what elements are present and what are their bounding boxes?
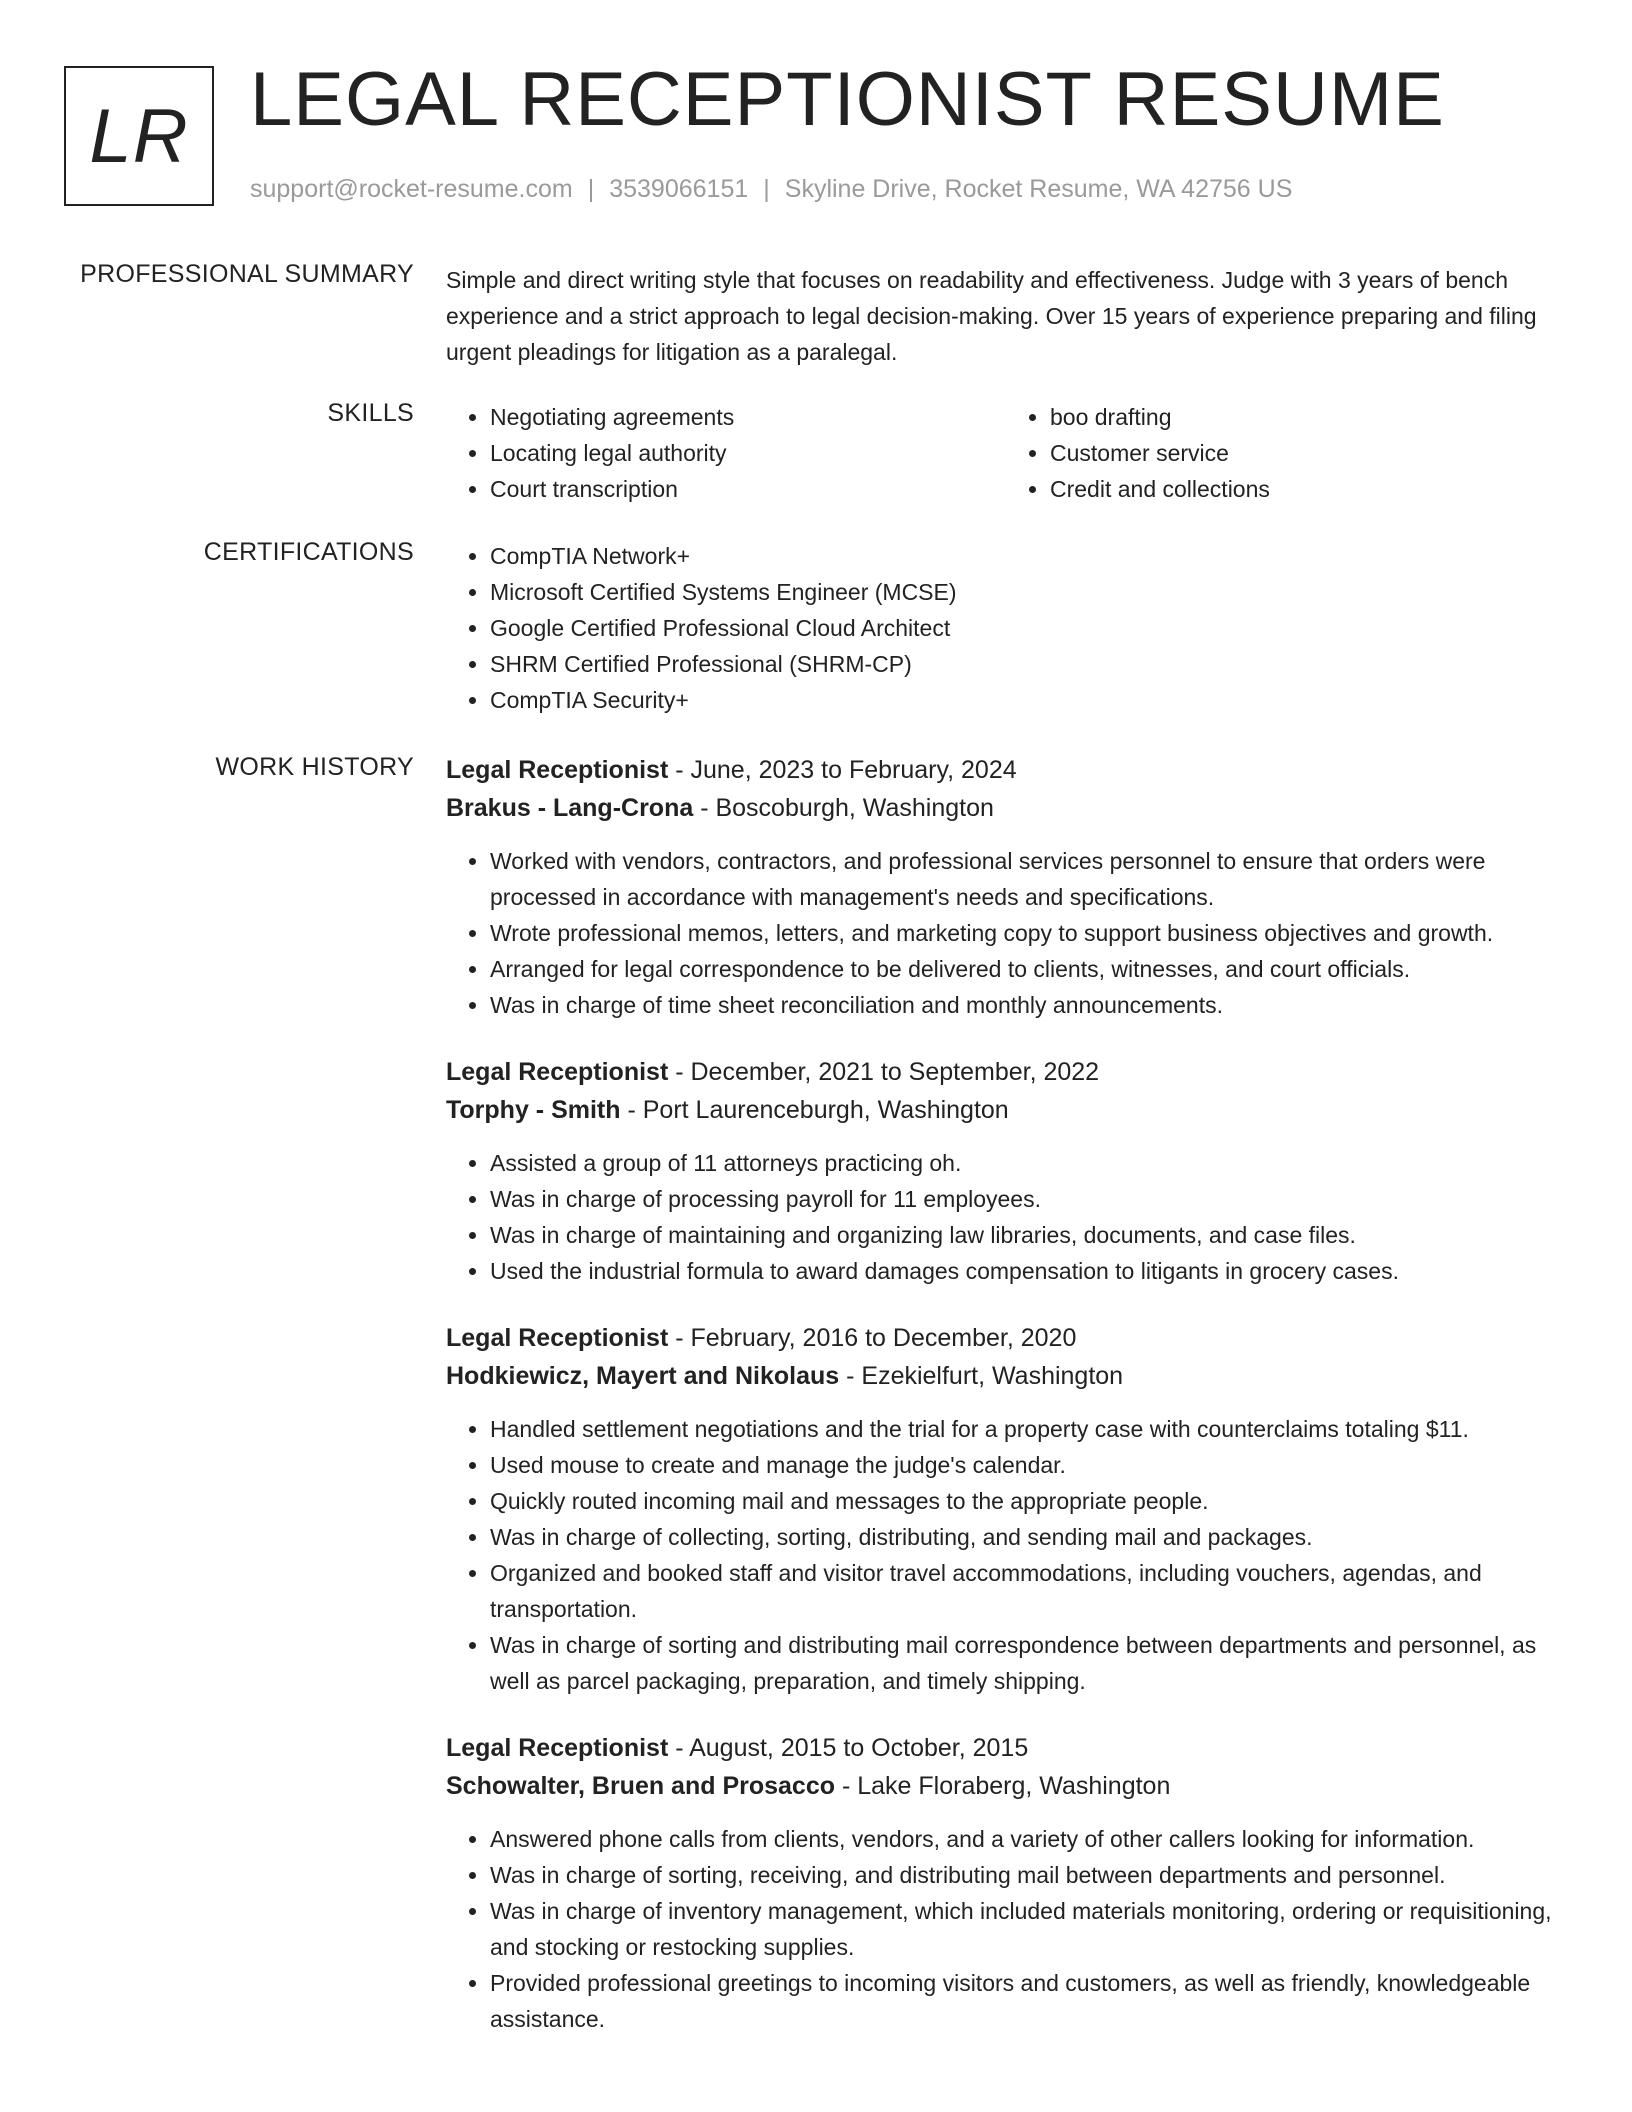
job-title: Legal Receptionist — [446, 1324, 669, 1352]
job-bullets — [446, 843, 1566, 1023]
summary-heading: PROFESSIONAL SUMMARY — [80, 260, 414, 288]
job-location: - Ezekielfurt, Washington — [839, 1362, 1124, 1390]
job-bullet: • Answered phone calls from clients, vendors, and a variety of other callers looking for information. — [490, 1821, 1566, 1857]
job-location: - Lake Floraberg, Washington — [835, 1772, 1171, 1800]
resume-title: LEGAL RECEPTIONIST RESUME — [250, 57, 1445, 142]
contact-phone: 3539066151 — [609, 175, 749, 203]
contact-separator: | — [587, 175, 595, 203]
job-dates: - June, 2023 to February, 2024 — [668, 756, 1017, 784]
job-title: Legal Receptionist — [446, 1058, 669, 1086]
certifications-body — [446, 538, 1566, 718]
certifications-heading: CERTIFICATIONS — [203, 538, 414, 566]
contact-email: support@rocket-resume.com — [250, 175, 573, 203]
summary-body — [446, 262, 1566, 370]
skill-item: • Customer service — [1050, 435, 1566, 471]
job-bullet: • Was in charge of processing payroll for 11 employees. — [490, 1181, 1566, 1217]
job-bullet: • Arranged for legal correspondence to be delivered to clients, witnesses, and court officials. — [490, 951, 1566, 987]
job-title-line — [446, 1053, 1566, 1091]
job-company: Hodkiewicz, Mayert and Nikolaus — [446, 1362, 840, 1390]
job-bullet: • Used the industrial formula to award damages compensation to litigants in grocery cases. — [490, 1253, 1566, 1289]
skills-body — [446, 399, 1566, 507]
job-bullet: • Quickly routed incoming mail and messages to the appropriate people. — [490, 1483, 1566, 1519]
job-bullet: • Was in charge of maintaining and organizing law libraries, documents, and case files. — [490, 1217, 1566, 1253]
job-title-line — [446, 1319, 1566, 1357]
job-entry — [446, 751, 1566, 1023]
job-company-line — [446, 789, 1566, 827]
job-entry — [446, 1053, 1566, 1289]
work-history-heading: WORK HISTORY — [215, 753, 414, 781]
job-company-line — [446, 1767, 1566, 1805]
job-title: Legal Receptionist — [446, 756, 669, 784]
job-company: Torphy - Smith — [446, 1096, 621, 1124]
job-bullet: • Was in charge of time sheet reconciliation and monthly announcements. — [490, 987, 1566, 1023]
skill-item: • Negotiating agreements — [490, 399, 1006, 435]
contact-separator: | — [763, 175, 770, 203]
job-entry — [446, 1729, 1566, 2037]
certifications-list — [446, 538, 1566, 718]
certification-item: • CompTIA Security+ — [490, 682, 1566, 718]
job-company: Brakus - Lang-Crona — [446, 794, 694, 822]
job-bullet: • Was in charge of collecting, sorting, distributing, and sending mail and packages. — [490, 1519, 1566, 1555]
job-company: Schowalter, Bruen and Prosacco — [446, 1772, 836, 1800]
job-bullets — [446, 1411, 1566, 1699]
job-dates: - February, 2016 to December, 2020 — [668, 1324, 1077, 1352]
skills-heading: SKILLS — [327, 399, 414, 427]
contact-address: Skyline Drive, Rocket Resume, WA 42756 US — [784, 175, 1293, 203]
job-bullet: • Wrote professional memos, letters, and marketing copy to support business objectives and growth. — [490, 915, 1566, 951]
monogram-badge: LR — [64, 66, 214, 206]
job-bullet: • Worked with vendors, contractors, and professional services personnel to ensure that orders were processed in accordance with management's needs and specifications. — [490, 843, 1566, 915]
certification-item: • SHRM Certified Professional (SHRM-CP) — [490, 646, 1566, 682]
job-bullet: • Handled settlement negotiations and the trial for a property case with counterclaims totaling $11. — [490, 1411, 1566, 1447]
job-bullet: • Organized and booked staff and visitor travel accommodations, including vouchers, agendas, and transportation. — [490, 1555, 1566, 1627]
job-dates: - December, 2021 to September, 2022 — [668, 1058, 1100, 1086]
certification-item: • Google Certified Professional Cloud Architect — [490, 610, 1566, 646]
job-title: Legal Receptionist — [446, 1734, 669, 1762]
job-bullet: • Was in charge of sorting, receiving, and distributing mail between departments and personnel. — [490, 1857, 1566, 1893]
skill-item: • boo drafting — [1050, 399, 1566, 435]
certification-item: • CompTIA Network+ — [490, 538, 1566, 574]
contact-line — [250, 175, 1292, 204]
skill-item: • Court transcription — [490, 471, 1006, 507]
job-bullet: • Was in charge of sorting and distributing mail correspondence between departments and personnel, as well as parcel packaging, preparation, and timely shipping. — [490, 1627, 1566, 1699]
skills-columns — [446, 399, 1566, 507]
job-company-line — [446, 1357, 1566, 1395]
job-bullet: • Was in charge of inventory management, which included materials monitoring, ordering or requisitioning, and stocking or restocking supplies. — [490, 1893, 1566, 1965]
job-dates: - August, 2015 to October, 2015 — [668, 1734, 1029, 1762]
skills-list-right — [1006, 399, 1566, 507]
job-bullet: • Assisted a group of 11 attorneys practicing oh. — [490, 1145, 1566, 1181]
work-history-body — [446, 751, 1566, 2067]
job-title-line — [446, 1729, 1566, 1767]
job-company-line — [446, 1091, 1566, 1129]
job-bullet: • Used mouse to create and manage the judge's calendar. — [490, 1447, 1566, 1483]
job-bullets — [446, 1145, 1566, 1289]
certification-item: • Microsoft Certified Systems Engineer (MCSE) — [490, 574, 1566, 610]
job-entry — [446, 1319, 1566, 1699]
summary-text: Simple and direct writing style that focuses on readability and effectiveness. Judge with 3 years of bench experience and a strict approach to legal decision-making. Over 15 years of experience preparing and filing urgent pleadings for litigation as a paralegal. — [446, 267, 1537, 365]
job-bullets — [446, 1821, 1566, 2037]
job-bullet: • Provided professional greetings to incoming visitors and customers, as well as friendly, knowledgeable assistance. — [490, 1965, 1566, 2037]
skills-list-left — [446, 399, 1006, 507]
skill-item: • Locating legal authority — [490, 435, 1006, 471]
job-title-line — [446, 751, 1566, 789]
job-location: - Boscoburgh, Washington — [693, 794, 994, 822]
job-location: - Port Laurenceburgh, Washington — [620, 1096, 1009, 1124]
skill-item: • Credit and collections — [1050, 471, 1566, 507]
